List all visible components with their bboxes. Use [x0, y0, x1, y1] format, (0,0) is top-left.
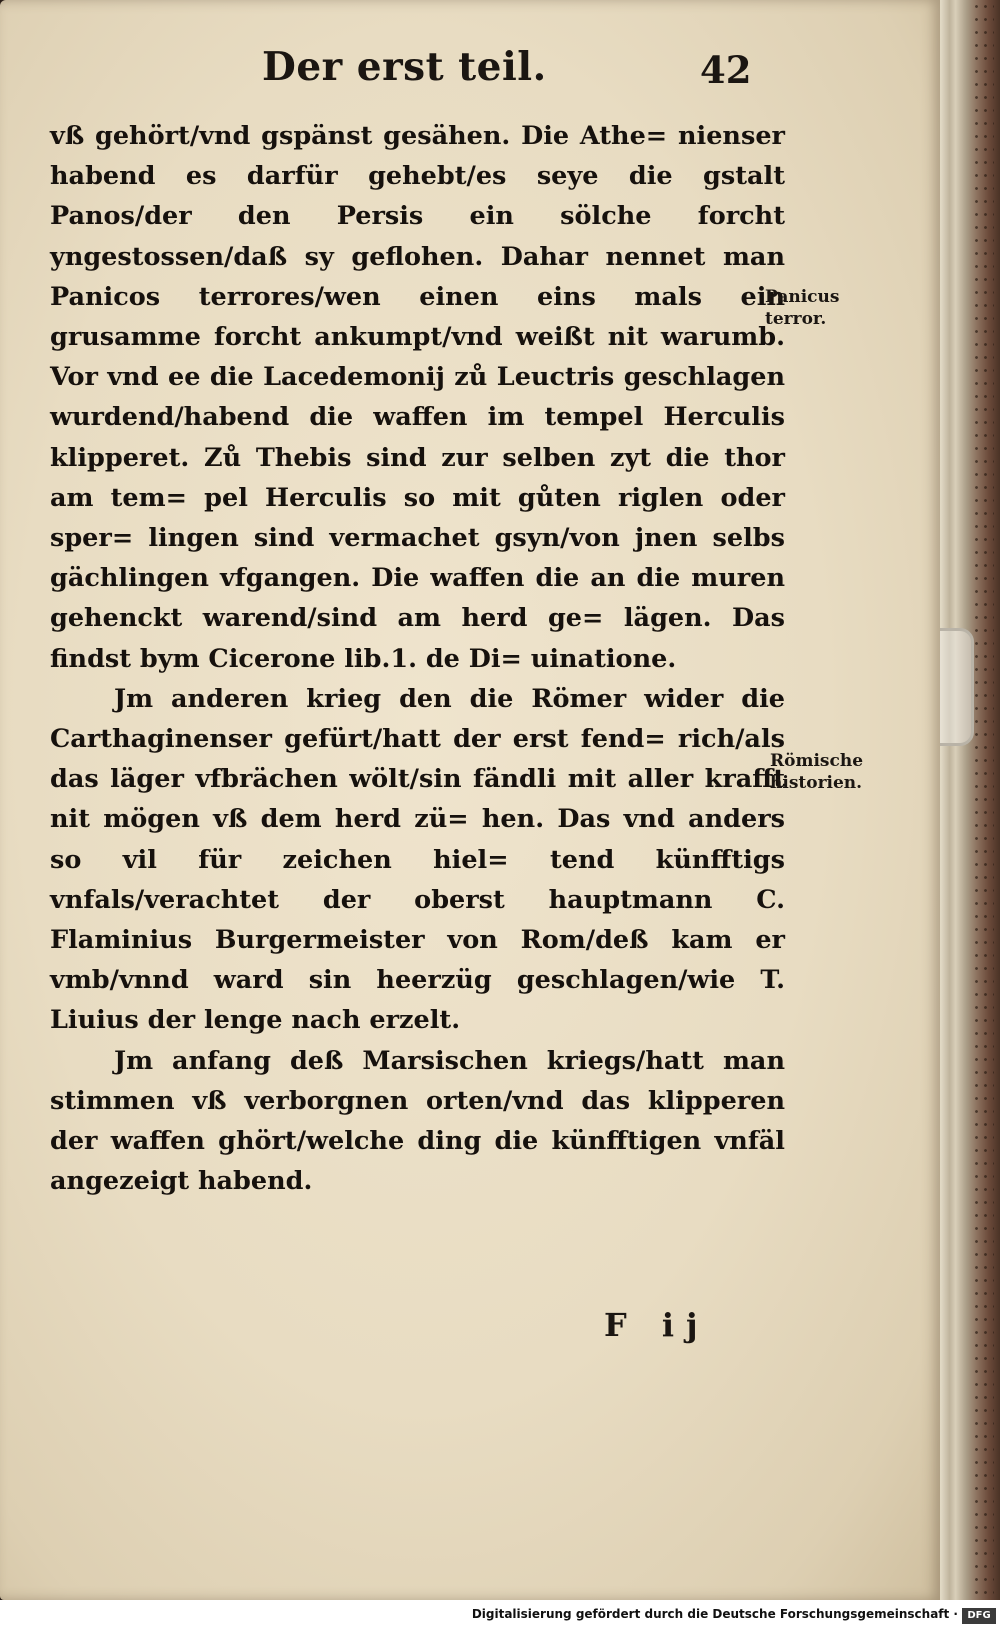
folio-number: 42 — [700, 48, 752, 92]
paragraph-3: Jm anfang deß Marsischen kriegs/hatt man stimmen vß verborgnen orten/vnd das klipperen der waffen ghört/welche ding die künfftigen vnfäl angezeigt habend. — [50, 1045, 785, 1197]
body-text — [50, 116, 785, 1201]
margin-note-panicus: Panicus terror. — [765, 287, 840, 329]
footer-band — [0, 1600, 1000, 1629]
signature-mark: F ij — [604, 1306, 710, 1344]
funding-credit: Digitalisierung gefördert durch die Deutsche Forschungsgemeinschaft · — [471, 1607, 958, 1621]
foxing-spots — [972, 0, 994, 1600]
paragraph-1: vß gehört/vnd gspänst gesähen. Die Athe= nienser habend es darfür gehebt/es seye die gstalt Panos/der den Persis ein sölche forcht yngestossen/daß sy geflohen. Dahar nennet man Panicos terrores/wen einen eins mals ein grusamme forcht ankumpt/vnd weißt nit warumb. Vor vnd ee die Lacedemonij zů Leuctris geschlagen wurdend/habend die waffen im tempel Herculis klipperet. Zů Thebis sind zur selben zyt die thor am tem= pel Herculis so mit gůten riglen oder sper= lingen sind vermachet gsyn/von jnen selbs gächlingen vfgangen. Die waffen die an die muren gehenckt warend/sind am herd ge= lägen. Das findst bym Cicerone lib.1. de Di= uinatione. — [50, 121, 785, 674]
dfg-logo: DFG — [962, 1608, 996, 1624]
paragraph-2: Jm anderen krieg den die Römer wider die Carthaginenser gefürt/hatt der erst fend= rich/als das läger vfbrächen wölt/sin fändli mit aller krafft nit mögen vß dem herd zü= hen. Das vnd anders so vil für zeichen hiel= tend künfftigs vnfals/verachtet der oberst hauptmann C. Flaminius Burgermeister von Rom/deß kam er vmb/vnnd ward sin heerzüg geschlagen/wie T. Liuius der lenge nach erzelt. — [50, 683, 785, 1036]
running-head: Der erst teil. — [262, 44, 547, 90]
margin-note-roemische: Römische historien. — [770, 751, 864, 793]
